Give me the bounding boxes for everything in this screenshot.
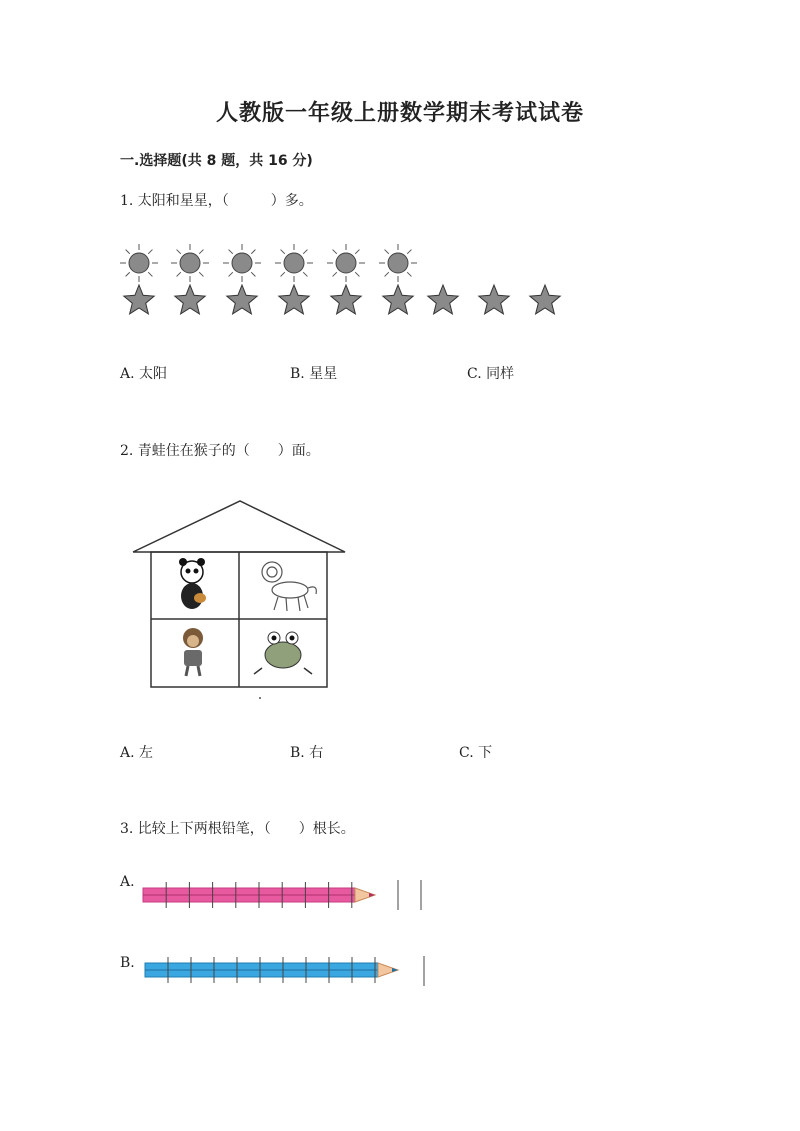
- section-heading: 一.选择题(共 8 题，共 16 分): [120, 153, 313, 169]
- question-2-text: 2. 青蛙住在猴子的（ ）面。: [120, 443, 320, 459]
- page-title: 人教版一年级上册数学期末考试试卷: [215, 101, 584, 126]
- q1-option-a[interactable]: A. 太阳: [120, 366, 168, 382]
- pencil-a-label: A.: [120, 874, 135, 890]
- question-1-text: 1. 太阳和星星，（ ）多。: [120, 193, 313, 209]
- q2-option-a[interactable]: A. 左: [120, 745, 154, 761]
- q1-option-b[interactable]: B. 星星: [290, 366, 338, 382]
- q2-option-c[interactable]: C. 下: [459, 745, 493, 761]
- pencil-a: [143, 882, 375, 908]
- pencil-b: [145, 957, 398, 983]
- pencil-b-label: B.: [120, 955, 135, 971]
- q2-option-b[interactable]: B. 右: [290, 745, 324, 761]
- question-3-text: 3. 比较上下两根铅笔，（ ）根长。: [120, 821, 355, 837]
- q1-option-c[interactable]: C. 同样: [467, 366, 515, 382]
